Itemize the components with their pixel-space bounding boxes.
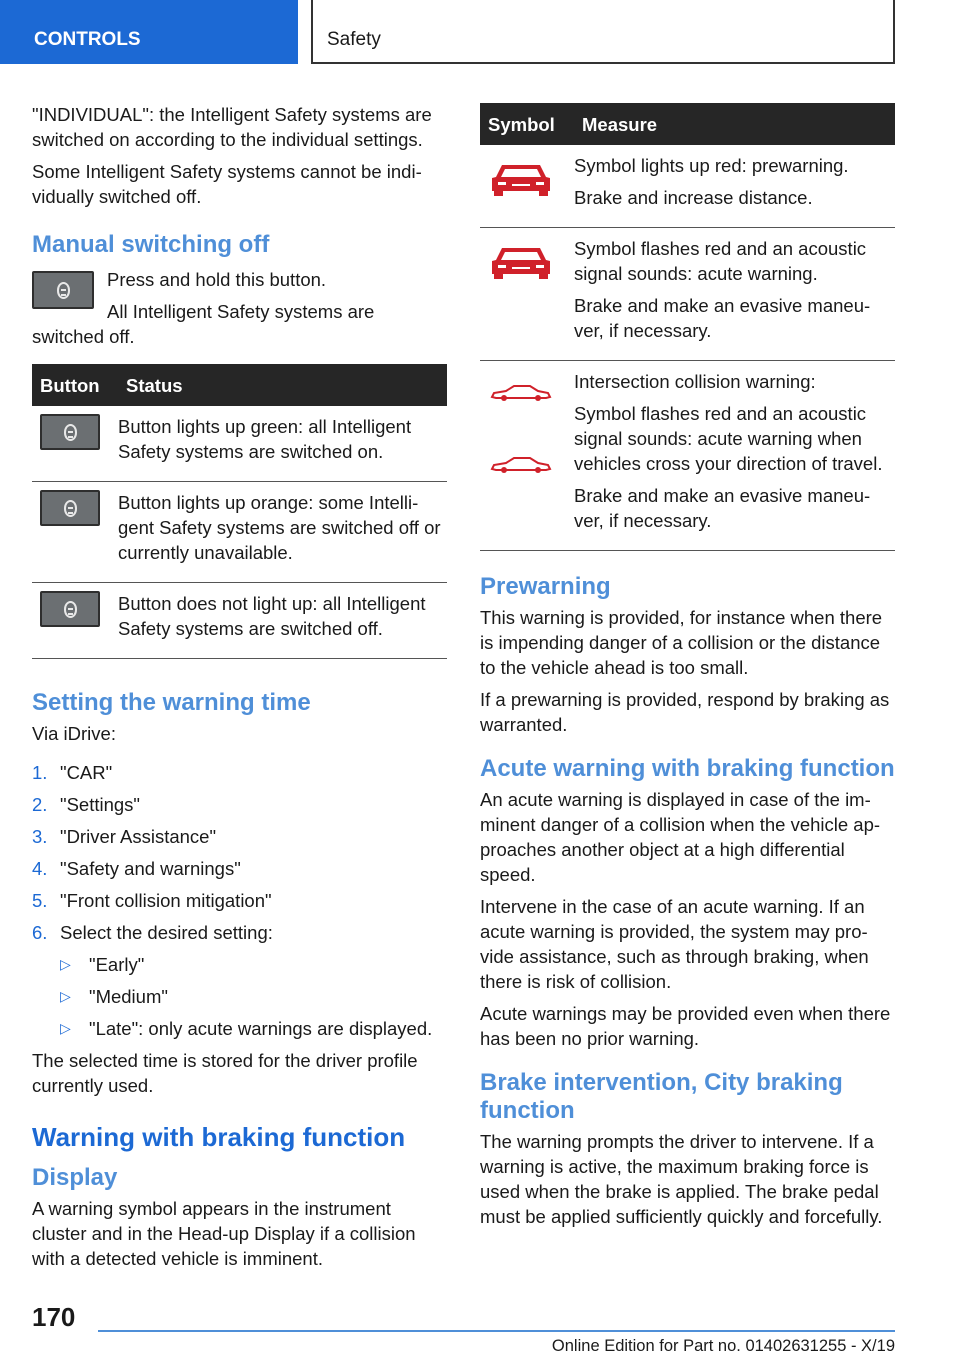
heading-display: Display (32, 1164, 118, 1191)
button-status-table (32, 364, 447, 659)
paragraph-acute-3: Acute warnings may be provided even when there has been no prior warning. (480, 1003, 891, 1049)
status-text: Button lights up orange: some Intelligent Safety systems are switched off or currently unavailable. (118, 492, 441, 563)
measure-text: Symbol lights up red: prewarning. (574, 155, 849, 176)
heading-acute-warning: Acute warning with braking function (480, 755, 895, 782)
heading-warning-time: Setting the warning time (32, 689, 311, 716)
table-row (32, 583, 447, 659)
measure-text: Brake and make an evasive maneuver, if necessary. (574, 485, 871, 531)
table-row (32, 482, 447, 583)
section-tab: CONTROLS (0, 0, 298, 64)
list-item: 1. "CAR" (32, 762, 113, 783)
list-item: ▷ "Medium" (60, 986, 168, 1007)
table-row (32, 406, 447, 482)
triangle-bullet-icon: ▷ (60, 988, 71, 1004)
measure-text: Brake and increase distance. (574, 187, 813, 208)
right-column (480, 103, 895, 1236)
measure-text: Symbol flashes red and an acoustic signal sounds: acute warning when vehicles cross your direction of travel. (574, 403, 883, 474)
table-header-status: Status (118, 364, 447, 406)
paragraph-stored: The selected time is stored for the driver profile currently used. (32, 1050, 418, 1096)
paragraph-acute-1: An acute warning is displayed in case of the imminent danger of a collision when the vehicle approaches another object at a high differential speed. (480, 789, 881, 885)
page-number: 170 (32, 1302, 76, 1332)
steps-list (32, 760, 447, 945)
heading-prewarning: Prewarning (480, 573, 611, 600)
paragraph-individual: "INDIVIDUAL": the Intelligent Safety systems are switched on according to the individual settings. (32, 104, 432, 150)
paragraph-prewarning-2: If a prewarning is provided, respond by braking as warranted. (480, 689, 890, 735)
paragraph-some-systems: Some Intelligent Safety systems cannot be individually switched off. (32, 161, 422, 207)
table-header-measure: Measure (574, 103, 895, 145)
table-row (480, 361, 895, 551)
measure-text: Symbol flashes red and an acoustic signal sounds: acute warning. (574, 238, 867, 284)
triangle-bullet-icon: ▷ (60, 956, 71, 972)
manual-off-text: All Intelligent Safety systems are switched off. (32, 301, 375, 347)
list-item: 5. "Front collision mitigation" (32, 890, 272, 911)
footer-edition: Online Edition for Part no. 01402631255 - X/19 (551, 1337, 895, 1355)
car-front-red-icon (488, 244, 554, 280)
intelligent-safety-button-icon (32, 271, 94, 309)
table-header-symbol: Symbol (480, 103, 574, 145)
list-item: 6. Select the desired setting: (32, 922, 273, 943)
heading-manual-switching-off: Manual switching off (32, 231, 270, 258)
table-header-button: Button (32, 364, 118, 406)
status-text: Button does not light up: all Intelligent Safety systems are switched off. (118, 593, 426, 639)
status-text: Button lights up green: all Intelligent Safety systems are switched on. (118, 416, 412, 462)
setting-options (32, 952, 447, 1041)
symbol-measure-table (480, 103, 895, 551)
list-item: 4. "Safety and warnings" (32, 858, 241, 879)
car-front-red-icon (488, 161, 554, 197)
measure-text: Brake and make an evasive maneuver, if necessary. (574, 295, 871, 341)
button-green-icon (40, 414, 100, 450)
manual-press-text: Press and hold this button. (107, 269, 327, 290)
car-side-red-icon (488, 455, 554, 475)
paragraph-brake-1: The warning prompts the driver to intervene. If a warning is active, the maximum braking force is used when the brake is applied. The brake pedal must be applied sufficiently quickly and forcefully. (480, 1131, 883, 1227)
paragraph-acute-2: Intervene in the case of an acute warning. If an acute warning is provided, the system may provide assistance, such as through braking, when there is risk of collision. (480, 896, 869, 992)
safety-glyph-icon (64, 424, 77, 441)
safety-glyph-icon (57, 282, 70, 299)
manual-block (32, 267, 447, 349)
list-item: 3. "Driver Assistance" (32, 826, 217, 847)
via-idrive: Via iDrive: (32, 723, 116, 744)
safety-glyph-icon (64, 500, 77, 517)
list-item: 2. "Settings" (32, 794, 140, 815)
chapter-title: Safety (311, 0, 895, 64)
triangle-bullet-icon: ▷ (60, 1020, 71, 1036)
heading-warning-braking: Warning with braking function (32, 1122, 406, 1152)
footer-divider (98, 1330, 895, 1332)
table-row (480, 145, 895, 228)
paragraph-prewarning-1: This warning is provided, for instance when there is impending danger of a collision or the distance to the vehicle ahead is too small. (480, 607, 883, 678)
list-item: ▷ "Late": only acute warnings are displayed. (60, 1018, 433, 1039)
list-item: ▷ "Early" (60, 954, 145, 975)
table-row (480, 228, 895, 361)
measure-text: Intersection collision warning: (574, 371, 816, 392)
left-column (32, 102, 447, 1278)
button-orange-icon (40, 490, 100, 526)
safety-glyph-icon (64, 601, 77, 618)
paragraph-display: A warning symbol appears in the instrument cluster and in the Head-up Display if a collision with a detected vehicle is imminent. (32, 1198, 416, 1269)
button-off-icon (40, 591, 100, 627)
heading-brake-intervention: Brake intervention, City braking function (480, 1069, 843, 1124)
car-side-red-icon (488, 383, 554, 403)
